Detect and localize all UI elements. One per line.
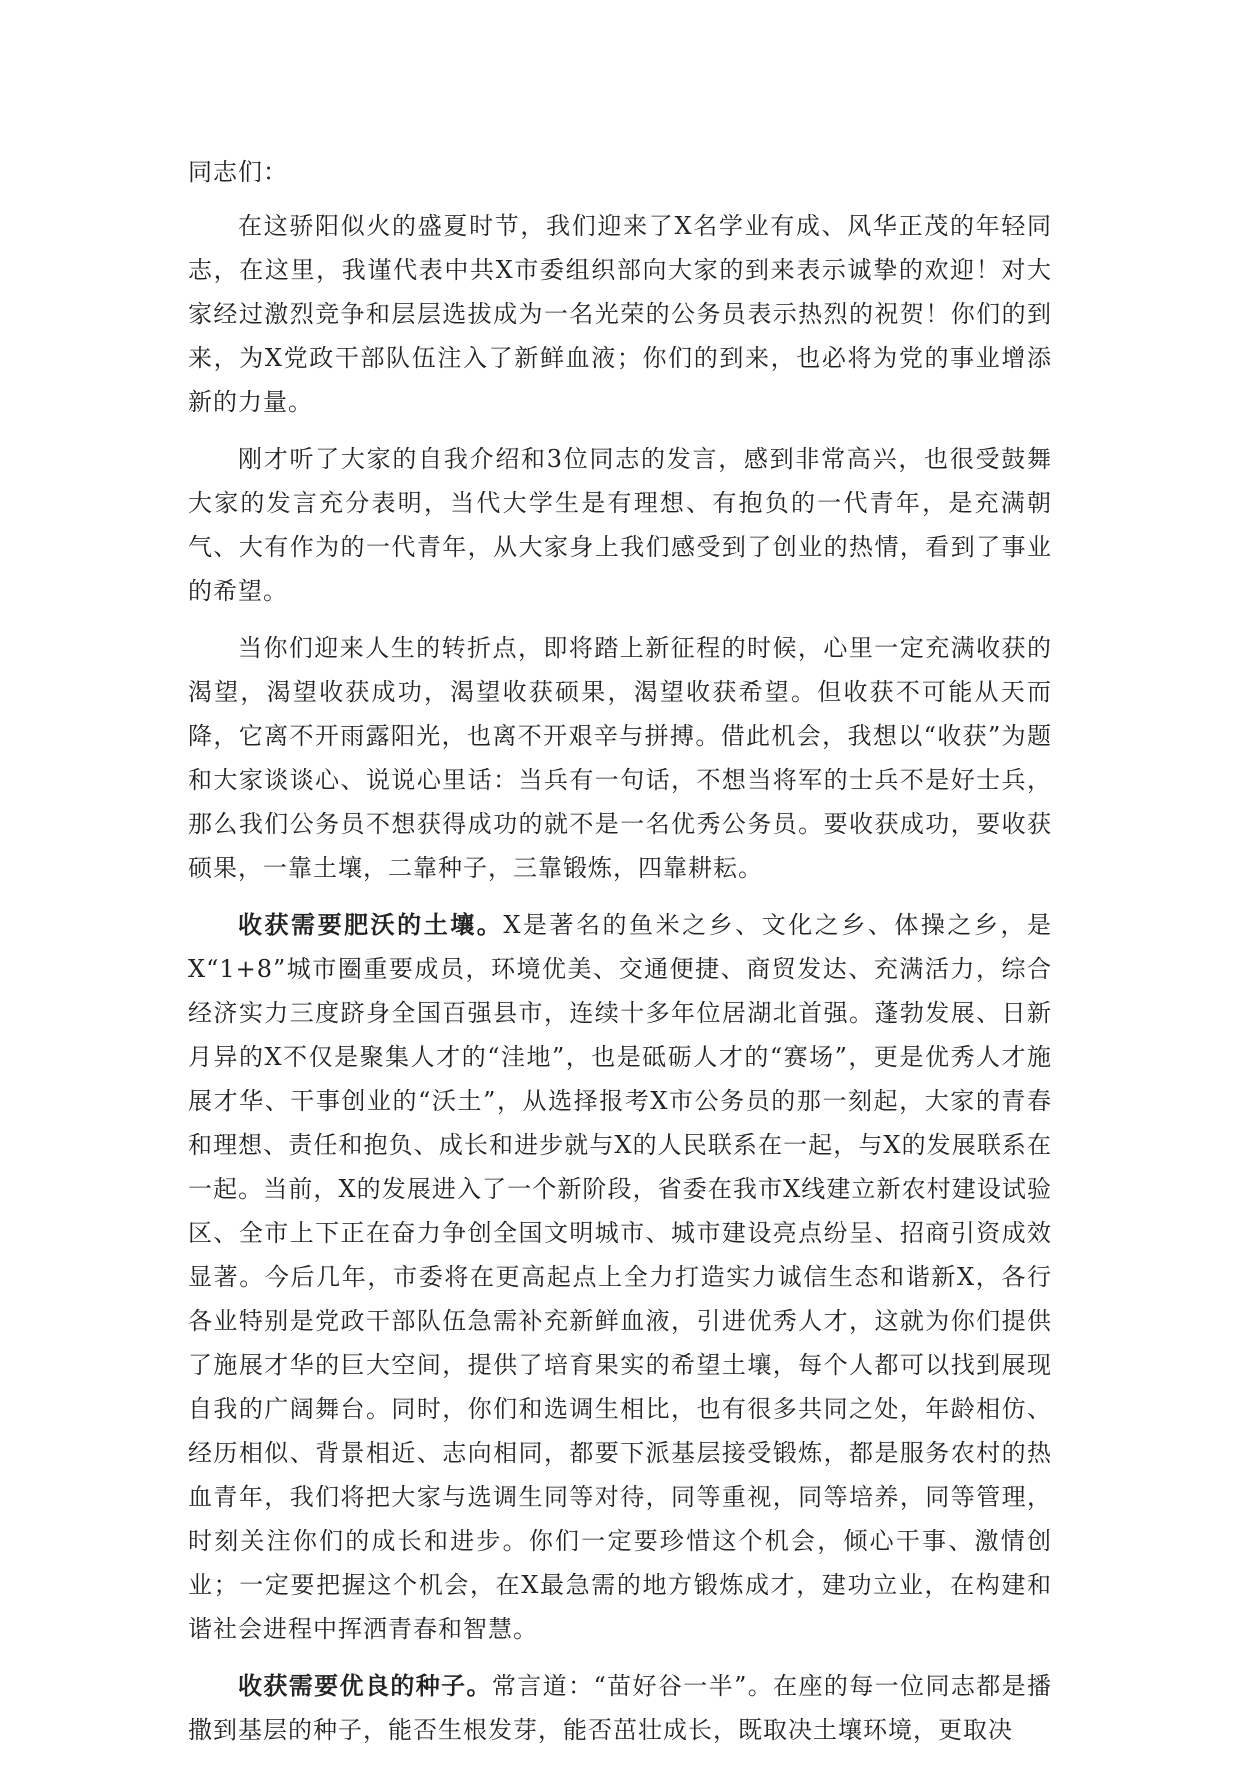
paragraph-harvest-theme bbox=[188, 626, 1052, 890]
paragraph-text: 常言道：“苗好谷一半”。在座的每一位同志都是播撒到基层的种子，能否生根发芽，能否茁壮成长，既取决土壤环境，更取决 bbox=[188, 1672, 1053, 1744]
paragraph-text: X是著名的鱼米之乡、文化之乡、体操之乡，是X“1+8”城市圈重要成员，环境优美、交通便捷、商贸发达、充满活力，综合经济实力三度跻身全国百强县市，连续十多年位居湖北首强。蓬勃发展、日新月异的X不仅是聚集人才的“洼地”，也是砥砺人才的“赛场”，更是优秀人才施展才华、干事创业的“沃土”，从选择报考X市公务员的那一刻起，大家的青春和理想、责任和抱负、成长和进步就与X的人民联系在一起，与X的发展联系在一起。当前，X的发展进入了一个新阶段，省委在我市X线建立新农村建设试验区、全市上下正在奋力争创全国文明城市、城市建设亮点纷呈、招商引资成效显著。今后几年，市委将在更高起点上全力打造实力诚信生态和谐新X，各行各业特别是党政干部队伍急需补充新鲜血液，引进优秀人才，这就为你们提供了施展才华的巨大空间，提供了培育果实的希望土壤，每个人都可以找到展现自我的广阔舞台。同时，你们和选调生相比，也有很多共同之处，年龄相仿、经历相似、背景相近、志向相同，都要下派基层接受锻炼，都是服务农村的热血青年，我们将把大家与选调生同等对待，同等重视，同等培养，同等管理，时刻关注你们的成长和进步。你们一定要珍惜这个机会，倾心干事、激情创业；一定要把握这个机会，在X最急需的地方锻炼成才，建功立业，在构建和谐社会进程中挥洒青春和智慧。 bbox=[188, 911, 1053, 1643]
paragraph-introductions bbox=[188, 437, 1052, 613]
paragraph-text: 在这骄阳似火的盛夏时节，我们迎来了X名学业有成、风华正茂的年轻同志，在这里，我谨代表中共X市委组织部向大家的到来表示诚挚的欢迎！对大家经过激烈竞争和层层选拔成为一名光荣的公务员表示热烈的祝贺！你们的到来，为X党政干部队伍注入了新鲜血液；你们的到来，也必将为党的事业增添新的力量。 bbox=[188, 212, 1052, 416]
paragraph-welcome bbox=[188, 204, 1052, 424]
paragraph-fertile-soil bbox=[188, 903, 1052, 1651]
paragraph-heading: 收获需要优良的种子。 bbox=[238, 1672, 492, 1700]
paragraph-text: 刚才听了大家的自我介绍和3位同志的发言，感到非常高兴，也很受鼓舞大家的发言充分表明，当代大学生是有理想、有抱负的一代青年，是充满朝气、大有作为的一代青年，从大家身上我们感受到了创业的热情，看到了事业的希望。 bbox=[188, 445, 1052, 605]
paragraph-heading: 收获需要肥沃的土壤。 bbox=[238, 911, 504, 939]
paragraph-text: 当你们迎来人生的转折点，即将踏上新征程的时候，心里一定充满收获的渴望，渴望收获成功，渴望收获硕果，渴望收获希望。但收获不可能从天而降，它离不开雨露阳光，也离不开艰辛与拼搏。借此机会，我想以“收获”为题和大家谈谈心、说说心里话：当兵有一句话，不想当将军的士兵不是好士兵，那么我们公务员不想获得成功的就不是一名优秀公务员。要收获成功，要收获硕果，一靠土壤，二靠种子，三靠锻炼，四靠耕耘。 bbox=[188, 634, 1052, 882]
paragraph-good-seeds bbox=[188, 1664, 1052, 1752]
salutation: 同志们： bbox=[188, 158, 288, 186]
document-body bbox=[188, 150, 1052, 1765]
